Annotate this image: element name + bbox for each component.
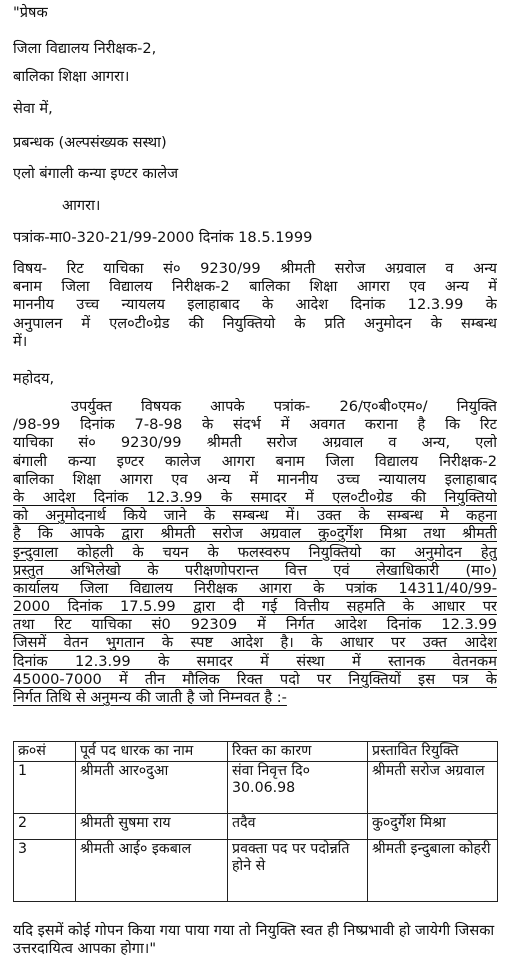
- cell-vacancy-reason: प्रवक्ता पद पर पदोन्नति होने से: [228, 840, 368, 902]
- body-line: तथा रिट याचिका सं0 92309 में निर्गत आदेश दिनांक 12.3.99: [13, 616, 497, 634]
- cell-vacancy-reason: संवा निवृत्त दि० 30.06.98: [228, 762, 368, 814]
- header-proposed-appointment: प्रस्तावित रियुक्ति: [368, 742, 498, 762]
- cell-proposed-appointment: श्रीमती इन्दुबाला कोहरी: [368, 840, 498, 902]
- body-line: के आदेश दिनांक 12.3.99 के समादर में एल०टी०ग्रेड की नियुक्तियो: [13, 488, 497, 506]
- table-header-row: [14, 742, 498, 762]
- subject-line: बनाम जिला विद्यालय निरीक्षक-2 बालिका शिक्षा आगरा एव अन्य में: [13, 278, 497, 296]
- body-line: 2000 दिनांक 17.5.99 द्वारा दी गई वित्तीय सहमति के आधार पर: [13, 598, 497, 616]
- sender-label: "प्रेषक: [13, 4, 48, 21]
- subject-paragraph: [13, 260, 497, 351]
- header-vacancy-reason: रिक्त का कारण: [228, 742, 368, 762]
- cell-former-holder: श्रीमती सुषमा राय: [76, 814, 228, 840]
- cell-former-holder: श्रीमती आर०दुआ: [76, 762, 228, 814]
- sender-office: जिला विद्यालय निरीक्षक-2,: [13, 40, 157, 57]
- body-line: उपर्युक्त विषयक आपके पत्रांक- 26/ए०बी०एम०/ नियुक्ति: [71, 398, 497, 415]
- cell-serial: 2: [14, 814, 76, 840]
- body-line: बालिका शिक्षा आगरा एव अन्य में माननीय उच्च न्यायालय इलाहाबाद: [13, 470, 497, 488]
- body-line: कार्यालय जिला विद्यालय निरीक्षक आगरा के पत्रांक 14311/40/99-: [13, 579, 497, 597]
- cell-former-holder: श्रीमती आई० इकबाल: [76, 840, 228, 902]
- cell-vacancy-reason: तदैव: [228, 814, 368, 840]
- footer-note: यदि इसमें कोई गोपन किया गया पाया गया तो नियुक्ति स्वत ही निष्प्रभावी हो जायेगी जिसका उत्तरदायित्व आपका होगा।": [13, 922, 495, 958]
- body-line: है कि आपके द्वारा श्रीमती सरोज अग्रवाल कु०दुर्गेश मिश्रा तथा श्रीमती: [13, 525, 497, 543]
- body-line: /98-99 दिनांक 7-8-98 के संदर्भ में अवगत कराना है कि रिट: [13, 416, 497, 434]
- subject-line: माननीय उच्च न्यायलय इलाहाबाद के आदेश दिनांक 12.3.99 के: [13, 296, 497, 314]
- body-line: 45000-7000 में तीन मौलिक रिक्त पदो पर नियुक्तियों इस पत्र के: [13, 670, 497, 688]
- recipient-institution: एलो बंगाली कन्या इण्टर कालेज: [13, 165, 179, 182]
- body-line: दिनांक 12.3.99 के समादर में संस्था में स्तानक वेतनकम: [13, 652, 497, 670]
- subject-line: में।: [13, 332, 28, 350]
- body-line: बंगाली कन्या इण्टर कालेज आगरा बनाम जिला विद्यालय निरीक्षक-2: [13, 452, 497, 470]
- subject-line: अनुपालन में एल०टी०ग्रेड की नियुक्तियो के प्रति अनुमोदन के सम्बन्ध: [13, 314, 497, 332]
- body-line: प्रस्तुत अभिलेखो के परीक्षणोपरान्त वित्त एवं लेखाधिकारी (मा०): [13, 561, 497, 579]
- sender-department: बालिका शिक्षा आगरा।: [13, 68, 130, 85]
- cell-proposed-appointment: कु०दुर्गेश मिश्रा: [368, 814, 498, 840]
- salutation: महोदय,: [13, 370, 55, 387]
- body-line: इन्दुवाला कोहली के चयन के फलस्वरुप नियुक्तियो का अनुमोदन हेतु: [13, 543, 497, 561]
- table-row: [14, 840, 498, 902]
- reference-line: पत्रांक-मा0-320-21/99-2000 दिनांक 18.5.1999: [13, 229, 313, 246]
- body-line: जिसमें वेतन भुगतान के स्पष्ट आदेश है। के आधार पर उक्त आदेश: [13, 634, 497, 652]
- body-paragraph: [13, 398, 497, 707]
- to-label: सेवा में,: [13, 100, 53, 117]
- appointment-table: [13, 741, 498, 902]
- table-row: [14, 814, 498, 840]
- subject-line: विषय- रिट याचिका सं० 9230/99 श्रीमती सरोज अग्रवाल व अन्य: [13, 260, 497, 277]
- body-line: को अनुमोदनार्थ किये जाने के सम्बन्ध में। उक्त के सम्बन्ध मे कहना: [13, 507, 497, 525]
- body-line: निर्गत तिथि से अनुमन्य की जाती है जो निम्नवत है :-: [13, 689, 287, 706]
- header-serial: क्र०सं: [14, 742, 76, 762]
- table-row: [14, 762, 498, 814]
- recipient-city: आगरा।: [62, 197, 101, 214]
- cell-proposed-appointment: श्रीमती सरोज अग्रवाल: [368, 762, 498, 814]
- recipient-title: प्रबन्धक (अल्पसंख्यक सस्था): [13, 134, 167, 151]
- cell-serial: 3: [14, 840, 76, 902]
- header-former-holder: पूर्व पद धारक का नाम: [76, 742, 228, 762]
- body-line: याचिका सं० 9230/99 श्रीमती सरोज अग्रवाल व अन्य, एलो: [13, 434, 497, 452]
- cell-serial: 1: [14, 762, 76, 814]
